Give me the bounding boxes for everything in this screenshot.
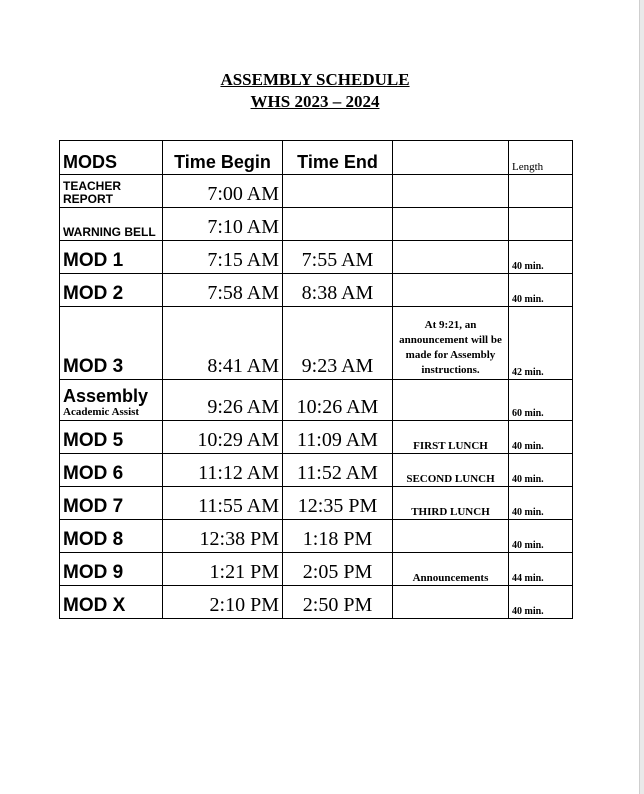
- length: 40 min.: [509, 487, 573, 520]
- table-row: [60, 520, 573, 553]
- time-begin: 7:10 AM: [163, 208, 283, 241]
- length: [509, 208, 573, 241]
- time-end: [283, 175, 393, 208]
- mod-name: MOD 7: [60, 487, 163, 520]
- mod-name: MOD 8: [60, 520, 163, 553]
- mod-name: MOD 6: [60, 454, 163, 487]
- note: SECOND LUNCH: [393, 454, 509, 487]
- page-edge: [639, 0, 644, 794]
- note: THIRD LUNCH: [393, 487, 509, 520]
- time-begin: 7:00 AM: [163, 175, 283, 208]
- time-begin: 8:41 AM: [163, 307, 283, 380]
- time-end: 11:52 AM: [283, 454, 393, 487]
- note: FIRST LUNCH: [393, 421, 509, 454]
- table-row: [60, 553, 573, 586]
- table-row: [60, 307, 573, 380]
- header-length: Length: [509, 141, 573, 175]
- note: [393, 208, 509, 241]
- header-time-begin: Time Begin: [163, 141, 283, 175]
- table-row: [60, 175, 573, 208]
- table-row: [60, 586, 573, 619]
- time-begin: 9:26 AM: [163, 380, 283, 421]
- time-end: 12:35 PM: [283, 487, 393, 520]
- mod-name: MOD 3: [60, 307, 163, 380]
- length: 40 min.: [509, 274, 573, 307]
- length: 42 min.: [509, 307, 573, 380]
- time-begin: 7:58 AM: [163, 274, 283, 307]
- header-row: [60, 141, 573, 175]
- note: At 9:21, an announcement will be made for Assembly instructions.: [393, 307, 509, 380]
- time-begin: 2:10 PM: [163, 586, 283, 619]
- note: [393, 175, 509, 208]
- time-end: 2:50 PM: [283, 586, 393, 619]
- table-row: [60, 421, 573, 454]
- mod-name: MOD 5: [60, 421, 163, 454]
- table-row: [60, 241, 573, 274]
- time-begin: 11:55 AM: [163, 487, 283, 520]
- header-time-end: Time End: [283, 141, 393, 175]
- note: [393, 380, 509, 421]
- mod-name: TEACHER REPORT: [60, 175, 163, 208]
- mod-name: MOD 1: [60, 241, 163, 274]
- time-begin: 12:38 PM: [163, 520, 283, 553]
- length: 40 min.: [509, 421, 573, 454]
- time-end: 8:38 AM: [283, 274, 393, 307]
- table-row: [60, 208, 573, 241]
- note: Announcements: [393, 553, 509, 586]
- table-row: [60, 454, 573, 487]
- mod-subtitle: Academic Assist: [63, 406, 140, 418]
- title-line-2: WHS 2023 – 2024: [250, 92, 380, 111]
- header-notes: [393, 141, 509, 175]
- length: 60 min.: [509, 380, 573, 421]
- table-row: [60, 274, 573, 307]
- length: 40 min.: [509, 241, 573, 274]
- mod-name: MOD 2: [60, 274, 163, 307]
- time-end: [283, 208, 393, 241]
- mod-name: MOD X: [60, 586, 163, 619]
- length: 44 min.: [509, 553, 573, 586]
- length: [509, 175, 573, 208]
- length: 40 min.: [509, 520, 573, 553]
- mod-name: Assembly: [63, 386, 149, 406]
- note: [393, 241, 509, 274]
- table-row: [60, 487, 573, 520]
- schedule-table: [59, 140, 573, 619]
- time-end: 11:09 AM: [283, 421, 393, 454]
- time-end: 7:55 AM: [283, 241, 393, 274]
- time-end: 10:26 AM: [283, 380, 393, 421]
- note: [393, 520, 509, 553]
- time-end: 9:23 AM: [283, 307, 393, 380]
- length: 40 min.: [509, 586, 573, 619]
- length: 40 min.: [509, 454, 573, 487]
- title-line-1: ASSEMBLY SCHEDULE: [220, 70, 410, 89]
- time-begin: 1:21 PM: [163, 553, 283, 586]
- document-title: [0, 69, 630, 113]
- note: [393, 586, 509, 619]
- header-mods: MODS: [60, 141, 163, 175]
- time-end: 2:05 PM: [283, 553, 393, 586]
- mod-name: MOD 9: [60, 553, 163, 586]
- time-begin: 10:29 AM: [163, 421, 283, 454]
- time-begin: 11:12 AM: [163, 454, 283, 487]
- mod-name-cell: [60, 380, 163, 421]
- time-end: 1:18 PM: [283, 520, 393, 553]
- table-row: [60, 380, 573, 421]
- mod-name: WARNING BELL: [60, 208, 163, 241]
- time-begin: 7:15 AM: [163, 241, 283, 274]
- note: [393, 274, 509, 307]
